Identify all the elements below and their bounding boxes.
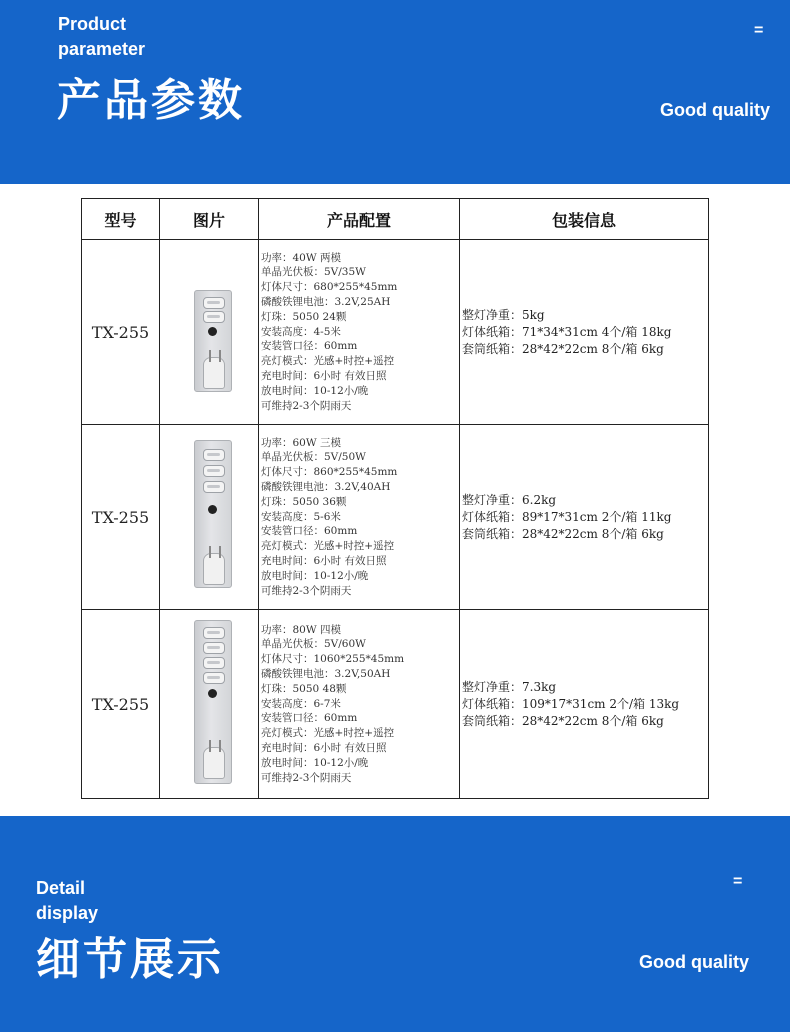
packing-item: 整灯净重：5kg	[462, 307, 545, 322]
config-item: 磷酸铁锂电池：3.2V,25AH	[261, 296, 391, 308]
config-item: 安装管口径：60mm	[261, 340, 358, 353]
config-item: 灯体尺寸：1060*255*45mm	[261, 653, 405, 666]
packing-item: 套筒纸箱：28*42*22cm 8个/箱 6kg	[462, 341, 664, 356]
config-cell	[259, 610, 460, 799]
config-item: 放电时间：10-12小/晚	[261, 384, 369, 397]
config-item: 灯珠：5050 48颗	[261, 682, 347, 695]
config-item: 安装管口径：60mm	[261, 525, 358, 538]
header-image: 图片	[160, 199, 259, 240]
packing-list	[462, 679, 708, 730]
config-item: 可维持2-3个阴雨天	[261, 771, 352, 784]
config-item: 充电时间：6小时 有效日照	[261, 554, 387, 567]
config-item: 亮灯模式：光感+时控+遥控	[261, 355, 395, 368]
packing-item: 灯体纸箱：89*17*31cm 2个/箱 11kg	[462, 509, 672, 524]
config-item: 灯体尺寸：680*255*45mm	[261, 281, 398, 294]
config-item: 安装高度：4-5米	[261, 325, 341, 338]
tagline: Good quality	[639, 952, 749, 972]
config-item: 安装高度：6-7米	[261, 697, 341, 710]
config-item: 安装管口径：60mm	[261, 712, 358, 725]
config-item: 可维持2-3个阴雨天	[261, 584, 352, 597]
config-cell	[259, 425, 460, 610]
config-item: 单晶光伏板：5V/50W	[261, 451, 366, 464]
packing-item: 套筒纸箱：28*42*22cm 8个/箱 6kg	[462, 526, 664, 541]
product-image-cell	[160, 425, 259, 610]
led-module	[203, 311, 225, 323]
config-item: 充电时间：6小时 有效日照	[261, 741, 387, 754]
packing-cell	[460, 425, 709, 610]
packing-item: 灯体纸箱：109*17*31cm 2个/箱 13kg	[462, 696, 680, 711]
config-item: 灯珠：5050 24颗	[261, 310, 347, 323]
light-sensor	[208, 689, 217, 698]
section-title-en: Detail display	[36, 878, 99, 923]
led-module	[203, 297, 225, 309]
street-light-image	[194, 440, 232, 588]
led-module	[203, 481, 225, 493]
pole-mount	[203, 357, 225, 389]
model-cell: TX-255	[82, 610, 160, 799]
config-item: 亮灯模式：光感+时控+遥控	[261, 540, 395, 553]
config-list	[261, 623, 459, 786]
config-item: 放电时间：10-12小/晚	[261, 569, 369, 582]
table-row	[82, 610, 709, 799]
pole-mount	[203, 747, 225, 779]
packing-item: 套筒纸箱：28*42*22cm 8个/箱 6kg	[462, 713, 664, 728]
product-spec-table	[81, 198, 709, 799]
packing-list	[462, 307, 708, 358]
light-sensor	[208, 327, 217, 336]
header-config: 产品配置	[259, 199, 460, 240]
product-image-cell	[160, 610, 259, 799]
led-module	[203, 449, 225, 461]
table-row	[82, 240, 709, 425]
packing-list	[462, 492, 708, 543]
section-title-cn: 产品参数	[57, 75, 245, 126]
config-item: 亮灯模式：光感+时控+遥控	[261, 727, 395, 740]
model-cell: TX-255	[82, 240, 160, 425]
product-image-cell	[160, 240, 259, 425]
pole-mount	[203, 553, 225, 585]
header-packing: 包装信息	[460, 199, 709, 240]
menu-icon[interactable]: =	[754, 22, 764, 39]
led-module	[203, 672, 225, 684]
street-light-image	[194, 290, 232, 392]
packing-cell	[460, 610, 709, 799]
tagline: Good quality	[660, 100, 770, 120]
packing-item: 整灯净重：6.2kg	[462, 492, 557, 507]
config-item: 灯珠：5050 36颗	[261, 495, 347, 508]
packing-cell	[460, 240, 709, 425]
config-item: 充电时间：6小时 有效日照	[261, 369, 387, 382]
packing-item: 整灯净重：7.3kg	[462, 679, 557, 694]
config-item: 磷酸铁锂电池：3.2V,50AH	[261, 668, 391, 680]
packing-item: 灯体纸箱：71*34*31cm 4个/箱 18kg	[462, 324, 672, 339]
led-module	[203, 642, 225, 654]
section-title-cn: 细节展示	[36, 934, 224, 985]
config-item: 功率：60W 三模	[261, 436, 341, 449]
bottom-banner	[0, 816, 790, 1032]
config-item: 磷酸铁锂电池：3.2V,40AH	[261, 481, 391, 493]
config-item: 单晶光伏板：5V/60W	[261, 638, 366, 651]
config-item: 安装高度：5-6米	[261, 510, 341, 523]
menu-icon[interactable]: =	[733, 873, 743, 890]
config-item: 单晶光伏板：5V/35W	[261, 266, 366, 279]
top-banner	[0, 0, 790, 184]
table-row	[82, 425, 709, 610]
config-item: 功率：40W 两模	[261, 251, 341, 264]
model-cell: TX-255	[82, 425, 160, 610]
section-title-en: Product parameter	[58, 14, 146, 59]
config-cell	[259, 240, 460, 425]
config-item: 放电时间：10-12小/晚	[261, 756, 369, 769]
street-light-image	[194, 620, 232, 784]
header-model: 型号	[82, 199, 160, 240]
light-sensor	[208, 505, 217, 514]
config-item: 可维持2-3个阴雨天	[261, 399, 352, 412]
config-item: 功率：80W 四模	[261, 623, 341, 636]
led-module	[203, 657, 225, 669]
config-list	[261, 436, 459, 599]
led-module	[203, 627, 225, 639]
table-header-row	[82, 199, 709, 240]
led-module	[203, 465, 225, 477]
config-item: 灯体尺寸：860*255*45mm	[261, 466, 398, 479]
config-list	[261, 251, 459, 414]
